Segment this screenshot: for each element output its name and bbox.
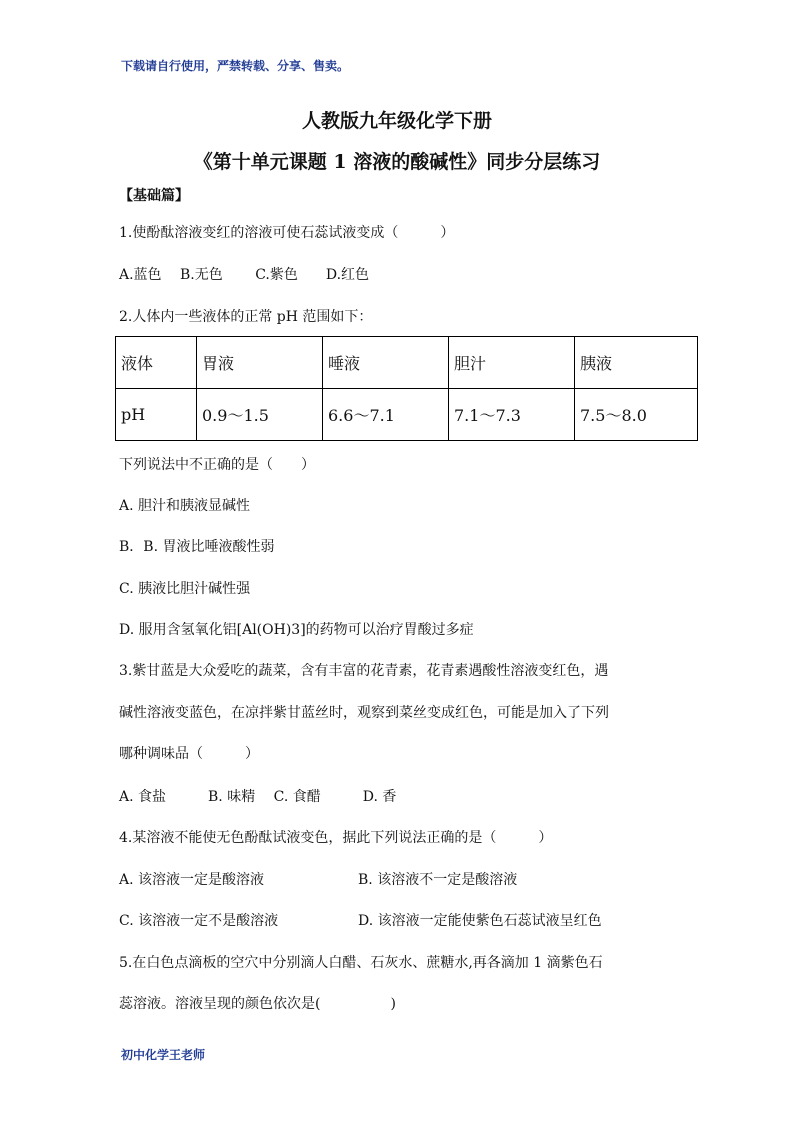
question-4-option-c: C. 该溶液一定不是酸溶液 xyxy=(119,913,279,929)
table-cell: 胰液 xyxy=(575,337,698,389)
table-row xyxy=(116,389,698,441)
page-title: 人教版九年级化学下册 xyxy=(301,110,492,132)
table-cell: 6.6～7.1 xyxy=(323,389,449,441)
question-2-prompt: 下列说法中不正确的是（ ） xyxy=(119,457,315,473)
question-4-stem: 4.某溶液不能使无色酚酞试液变色，据此下列说法正确的是（ ） xyxy=(119,830,553,846)
section-heading: 【基础篇】 xyxy=(119,188,189,204)
question-2-option-a: A. 胆汁和胰液显碱性 xyxy=(119,498,251,514)
question-1-stem: 1.使酚酞溶液变红的溶液可使石蕊试液变成（ ） xyxy=(119,225,455,241)
table-cell: 7.1～7.3 xyxy=(449,389,575,441)
page-subtitle: 《第十单元课题 1 溶液的酸碱性》同步分层练习 xyxy=(193,151,601,173)
question-5-line-1: 5.在白色点滴板的空穴中分别滴人白醋、石灰水、蔗糖水,再各滴加 1 滴紫色石 xyxy=(119,955,603,971)
question-2-stem: 2.人体内一些液体的正常 pH 范围如下： xyxy=(119,309,373,325)
table-cell: 液体 xyxy=(116,337,197,389)
table-cell: 胃液 xyxy=(197,337,323,389)
question-2-option-b: B．B. 胃液比唾液酸性弱 xyxy=(119,539,275,555)
ph-table xyxy=(115,336,698,441)
question-3-options: A. 食盐 B. 味精 C. 食醋 D. 香 xyxy=(119,789,397,805)
question-3-line-3: 哪种调味品（ ） xyxy=(119,746,259,762)
question-3-line-1: 3.紫甘蓝是大众爱吃的蔬菜，含有丰富的花青素，花青素遇酸性溶液变红色，遇 xyxy=(119,663,609,679)
footer-note: 初中化学王老师 xyxy=(121,1048,206,1062)
question-2-option-c: C. 胰液比胆汁碱性强 xyxy=(119,581,251,597)
question-1-options: A.蓝色 B.无色 C.紫色 D.红色 xyxy=(119,267,370,283)
table-cell: 0.9～1.5 xyxy=(197,389,323,441)
question-5-line-2: 蕊溶液。溶液呈现的颜色依次是( ) xyxy=(119,996,396,1012)
table-cell: 7.5～8.0 xyxy=(575,389,698,441)
table-cell: 唾液 xyxy=(323,337,449,389)
question-4-option-d: D. 该溶液一定能使紫色石蕊试液呈红色 xyxy=(358,913,602,929)
header-note: 下载请自行使用，严禁转载、分享、售卖。 xyxy=(121,59,350,73)
table-cell: pH xyxy=(116,389,197,441)
question-2-option-d: D. 服用含氢氧化铝[Al(OH)3]的药物可以治疗胃酸过多症 xyxy=(119,622,474,638)
table-row xyxy=(116,337,698,389)
question-4-option-b: B. 该溶液不一定是酸溶液 xyxy=(358,872,518,888)
question-3-line-2: 碱性溶液变蓝色，在凉拌紫甘蓝丝时，观察到菜丝变成红色，可能是加入了下列 xyxy=(119,705,609,721)
question-4-option-a: A. 该溶液一定是酸溶液 xyxy=(119,872,265,888)
table-cell: 胆汁 xyxy=(449,337,575,389)
